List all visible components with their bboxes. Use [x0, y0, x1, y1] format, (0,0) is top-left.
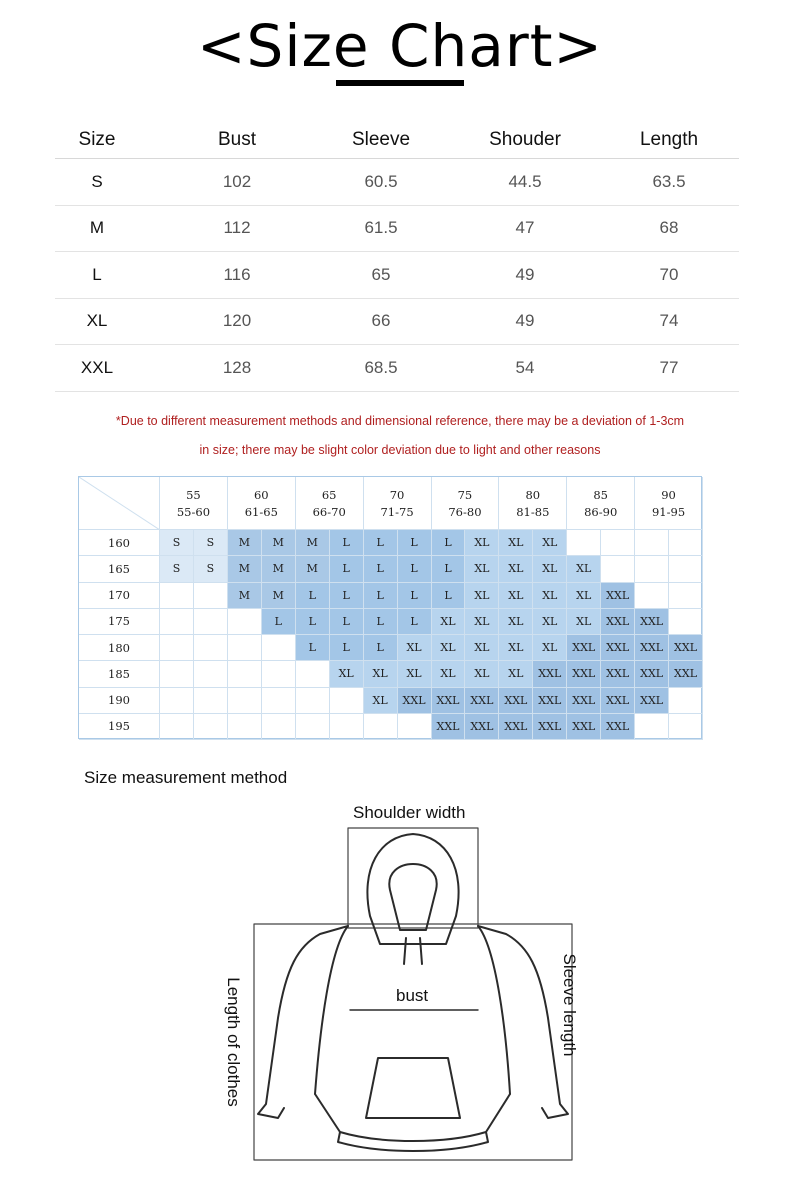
- size-cell: L: [92, 264, 102, 284]
- size-grid-cell: [262, 661, 296, 687]
- size-grid-cell: [160, 688, 194, 714]
- height-label: 180: [79, 635, 160, 661]
- weight-kg: 75: [457, 488, 473, 502]
- size-grid-cell: [228, 635, 262, 661]
- size-grid-cell: [669, 556, 703, 582]
- size-table: [55, 122, 739, 392]
- size-grid-cell: L: [398, 583, 432, 609]
- size-grid-cell: XXL: [601, 609, 635, 635]
- height-label: 175: [79, 609, 160, 635]
- size-grid-cell: XXL: [601, 583, 635, 609]
- size-grid-cell: [296, 714, 330, 740]
- size-grid-cell: XXL: [601, 714, 635, 740]
- size-grid-cell: L: [330, 556, 364, 582]
- size-grid-cell: XL: [465, 556, 499, 582]
- size-grid-cell: L: [330, 530, 364, 556]
- size-grid-cell: M: [228, 583, 262, 609]
- weight-range: 66-70: [312, 505, 346, 519]
- size-grid-cell: XL: [465, 530, 499, 556]
- weight-range: 55-60: [176, 505, 211, 519]
- sleeve-cell: 68.5: [364, 357, 398, 377]
- length-cell: 74: [659, 311, 679, 331]
- size-grid-cell: L: [364, 583, 398, 609]
- size-grid-cell: [601, 530, 635, 556]
- size-grid-cell: [635, 556, 669, 582]
- size-grid-cell: S: [160, 530, 194, 556]
- size-grid-cell: XL: [567, 609, 601, 635]
- length-cell: 77: [659, 357, 679, 377]
- size-grid-cell: [160, 635, 194, 661]
- size-grid-cell: L: [296, 609, 330, 635]
- weight-kg: 60: [253, 488, 269, 502]
- size-grid-cell: [669, 688, 703, 714]
- size-grid-cell: XL: [533, 635, 567, 661]
- size-grid-cell: [398, 714, 432, 740]
- size-grid-cell: L: [398, 609, 432, 635]
- height-weight-grid: [78, 476, 702, 739]
- header-sleeve: Sleeve: [351, 129, 411, 150]
- size-grid-cell: XL: [465, 609, 499, 635]
- size-grid-cell: XXL: [432, 688, 466, 714]
- size-grid-cell: XL: [330, 661, 364, 687]
- shoulder-cell: 54: [515, 357, 535, 377]
- weight-kg: 55: [186, 488, 201, 502]
- size-grid-cell: [296, 661, 330, 687]
- size-grid-cell: S: [194, 556, 228, 582]
- weight-header: [635, 477, 703, 530]
- size-grid-cell: XL: [398, 661, 432, 687]
- size-grid-cell: XXL: [567, 688, 601, 714]
- size-grid-cell: XXL: [635, 688, 669, 714]
- length-cell: 70: [659, 264, 679, 284]
- size-grid-cell: [194, 661, 228, 687]
- size-grid-cell: XXL: [432, 714, 466, 740]
- weight-range: 91-95: [651, 505, 686, 519]
- size-grid-cell: XXL: [533, 714, 567, 740]
- size-grid-cell: XL: [364, 661, 398, 687]
- size-grid-cell: L: [364, 530, 398, 556]
- size-grid-cell: L: [296, 583, 330, 609]
- size-grid-cell: [669, 583, 703, 609]
- size-grid-cell: M: [296, 556, 330, 582]
- size-grid-cell: XL: [533, 583, 567, 609]
- size-grid-cell: XL: [465, 635, 499, 661]
- size-grid-cell: XXL: [499, 688, 533, 714]
- size-grid-cell: XL: [398, 635, 432, 661]
- bust-cell: 102: [222, 171, 252, 191]
- size-cell: S: [91, 171, 103, 191]
- size-grid-cell: XXL: [601, 661, 635, 687]
- size-grid-cell: L: [330, 635, 364, 661]
- size-grid-cell: XL: [533, 609, 567, 635]
- size-grid-cell: [194, 583, 228, 609]
- header-shoulder: Shouder: [489, 129, 561, 150]
- height-label: 170: [79, 583, 160, 609]
- size-grid-cell: XXL: [669, 635, 703, 661]
- size-grid-cell: XL: [432, 635, 466, 661]
- shoulder-cell: 49: [515, 264, 535, 284]
- length-box: [254, 924, 572, 1160]
- size-grid-cell: XXL: [601, 688, 635, 714]
- size-grid-cell: [194, 688, 228, 714]
- weight-range: 76-80: [448, 505, 482, 519]
- height-label: 185: [79, 661, 160, 687]
- hem-left-join: [315, 1094, 340, 1132]
- drawstrings: [404, 938, 422, 964]
- header-bust: Bust: [217, 129, 257, 150]
- height-label: 165: [79, 556, 160, 582]
- size-grid-cell: [228, 714, 262, 740]
- size-grid-cell: XL: [499, 530, 533, 556]
- grid-corner: [79, 477, 160, 530]
- size-grid-cell: [601, 556, 635, 582]
- table-row: [55, 252, 739, 299]
- weight-header: [364, 477, 432, 530]
- size-grid-cell: [669, 714, 703, 740]
- size-grid-cell: [635, 583, 669, 609]
- size-grid-cell: [228, 609, 262, 635]
- size-grid-cell: L: [398, 530, 432, 556]
- size-grid-cell: [364, 714, 398, 740]
- size-grid-cell: [194, 635, 228, 661]
- height-label: 190: [79, 688, 160, 714]
- hem: [338, 1132, 488, 1151]
- weight-header: [499, 477, 567, 530]
- weight-kg: 70: [389, 488, 405, 502]
- size-grid-cell: [194, 714, 228, 740]
- size-grid-cell: M: [262, 530, 296, 556]
- bust-cell: 120: [222, 311, 252, 331]
- size-grid-cell: XXL: [635, 609, 669, 635]
- size-grid-cell: XL: [499, 635, 533, 661]
- height-label: 160: [79, 530, 160, 556]
- size-grid-cell: XL: [533, 530, 567, 556]
- size-grid-cell: XL: [567, 583, 601, 609]
- size-grid-cell: [228, 688, 262, 714]
- size-grid-cell: XXL: [669, 661, 703, 687]
- bust-label: bust: [396, 986, 429, 1005]
- page-title: <Size Chart>: [196, 12, 604, 80]
- sleeve-cell: 65: [371, 264, 391, 284]
- size-grid-cell: XXL: [398, 688, 432, 714]
- weight-range: 61-65: [244, 505, 278, 519]
- size-grid-cell: L: [330, 609, 364, 635]
- size-grid-cell: L: [398, 556, 432, 582]
- size-grid-cell: XXL: [567, 661, 601, 687]
- size-grid-cell: L: [364, 609, 398, 635]
- size-grid-cell: L: [364, 635, 398, 661]
- table-row: [55, 159, 739, 206]
- table-row: [55, 206, 739, 253]
- size-grid-cell: XL: [465, 583, 499, 609]
- size-grid-cell: XL: [567, 556, 601, 582]
- shoulder-cell: 44.5: [508, 171, 542, 191]
- sleeve-cell: 60.5: [364, 171, 398, 191]
- weight-header: [160, 477, 228, 530]
- size-grid-cell: [330, 688, 364, 714]
- sleeve-cell: 61.5: [364, 218, 398, 238]
- size-grid-cell: XL: [499, 661, 533, 687]
- length-cell: 68: [659, 218, 679, 238]
- size-grid-cell: [330, 714, 364, 740]
- size-grid-cell: XL: [499, 556, 533, 582]
- bust-cell: 128: [222, 357, 252, 377]
- size-grid-cell: XL: [465, 661, 499, 687]
- sleeve-cell: 66: [371, 311, 391, 331]
- title-underline: [336, 80, 464, 86]
- size-grid-cell: XXL: [465, 688, 499, 714]
- size-grid-cell: [228, 661, 262, 687]
- size-grid-cell: [669, 609, 703, 635]
- weight-kg: 65: [321, 488, 337, 502]
- pocket: [366, 1058, 460, 1118]
- size-grid-cell: [160, 714, 194, 740]
- size-grid-cell: [669, 530, 703, 556]
- size-cell: XXL: [80, 357, 114, 377]
- size-grid-cell: XXL: [601, 635, 635, 661]
- size-grid-cell: XXL: [499, 714, 533, 740]
- weight-kg: 85: [593, 488, 608, 502]
- shoulder-cell: 47: [515, 218, 535, 238]
- weight-kg: 90: [661, 488, 676, 502]
- header-length: Length: [639, 129, 699, 150]
- table-row: [55, 345, 739, 392]
- size-grid-cell: [262, 714, 296, 740]
- weight-range: 86-90: [584, 505, 618, 519]
- size-grid-cell: XXL: [533, 688, 567, 714]
- size-grid-cell: XL: [364, 688, 398, 714]
- size-grid-cell: L: [330, 583, 364, 609]
- weight-range: 81-85: [516, 505, 550, 519]
- size-grid-cell: [160, 609, 194, 635]
- weight-range: 71-75: [380, 505, 414, 519]
- size-grid-cell: XXL: [567, 635, 601, 661]
- weight-header: [228, 477, 296, 530]
- size-table-header-row: [55, 122, 739, 159]
- height-label: 195: [79, 714, 160, 740]
- table-row: [55, 299, 739, 346]
- header-size: Size: [78, 129, 116, 150]
- size-grid-cell: XL: [533, 556, 567, 582]
- size-cell: M: [89, 218, 105, 238]
- corner-diagonal: [79, 477, 159, 530]
- size-grid-cell: S: [160, 556, 194, 582]
- size-grid-cell: L: [296, 635, 330, 661]
- size-grid-cell: [567, 530, 601, 556]
- hem-right-join: [486, 1094, 510, 1132]
- size-grid-cell: [635, 530, 669, 556]
- hood-opening: [389, 864, 436, 930]
- deviation-note-line-2: in size; there may be slight color deviation due to light and other reasons: [199, 443, 601, 457]
- shoulder-width-label: Shoulder width: [353, 803, 466, 822]
- size-grid-cell: XL: [499, 609, 533, 635]
- bust-cell: 116: [223, 264, 251, 284]
- size-grid-cell: M: [262, 556, 296, 582]
- size-grid-cell: [262, 635, 296, 661]
- measurement-method-label: Size measurement method: [84, 768, 288, 787]
- size-grid-cell: [262, 688, 296, 714]
- size-grid-cell: M: [262, 583, 296, 609]
- size-grid-cell: S: [194, 530, 228, 556]
- size-grid-cell: XL: [499, 583, 533, 609]
- weight-kg: 80: [525, 488, 541, 502]
- size-grid-cell: [296, 688, 330, 714]
- size-grid-cell: XL: [432, 609, 466, 635]
- size-grid-cell: XXL: [567, 714, 601, 740]
- size-grid-cell: L: [432, 556, 466, 582]
- size-grid-cell: [635, 714, 669, 740]
- sleeve-length-label: Sleeve length: [560, 953, 579, 1057]
- shoulder-cell: 49: [515, 311, 535, 331]
- length-of-clothes-label: Length of clothes: [224, 977, 243, 1107]
- size-grid-cell: L: [432, 583, 466, 609]
- weight-header: [432, 477, 500, 530]
- size-grid-cell: XL: [432, 661, 466, 687]
- size-grid-cell: L: [262, 609, 296, 635]
- size-grid-cell: M: [228, 556, 262, 582]
- size-grid-cell: M: [228, 530, 262, 556]
- weight-header: [567, 477, 635, 530]
- size-grid-cell: M: [296, 530, 330, 556]
- bust-cell: 112: [223, 218, 251, 238]
- size-grid-cell: L: [364, 556, 398, 582]
- weight-header: [296, 477, 364, 530]
- length-cell: 63.5: [652, 171, 686, 191]
- size-grid-cell: [194, 609, 228, 635]
- size-grid-cell: XXL: [465, 714, 499, 740]
- size-grid-cell: L: [432, 530, 466, 556]
- size-grid-cell: XXL: [635, 661, 669, 687]
- size-grid-cell: [160, 583, 194, 609]
- deviation-note-line-1: *Due to different measurement methods and dimensional reference, there may be a deviation of 1-3cm: [115, 414, 685, 428]
- size-cell: XL: [86, 311, 108, 331]
- size-grid-cell: [160, 661, 194, 687]
- size-grid-cell: XXL: [635, 635, 669, 661]
- size-grid-cell: XXL: [533, 661, 567, 687]
